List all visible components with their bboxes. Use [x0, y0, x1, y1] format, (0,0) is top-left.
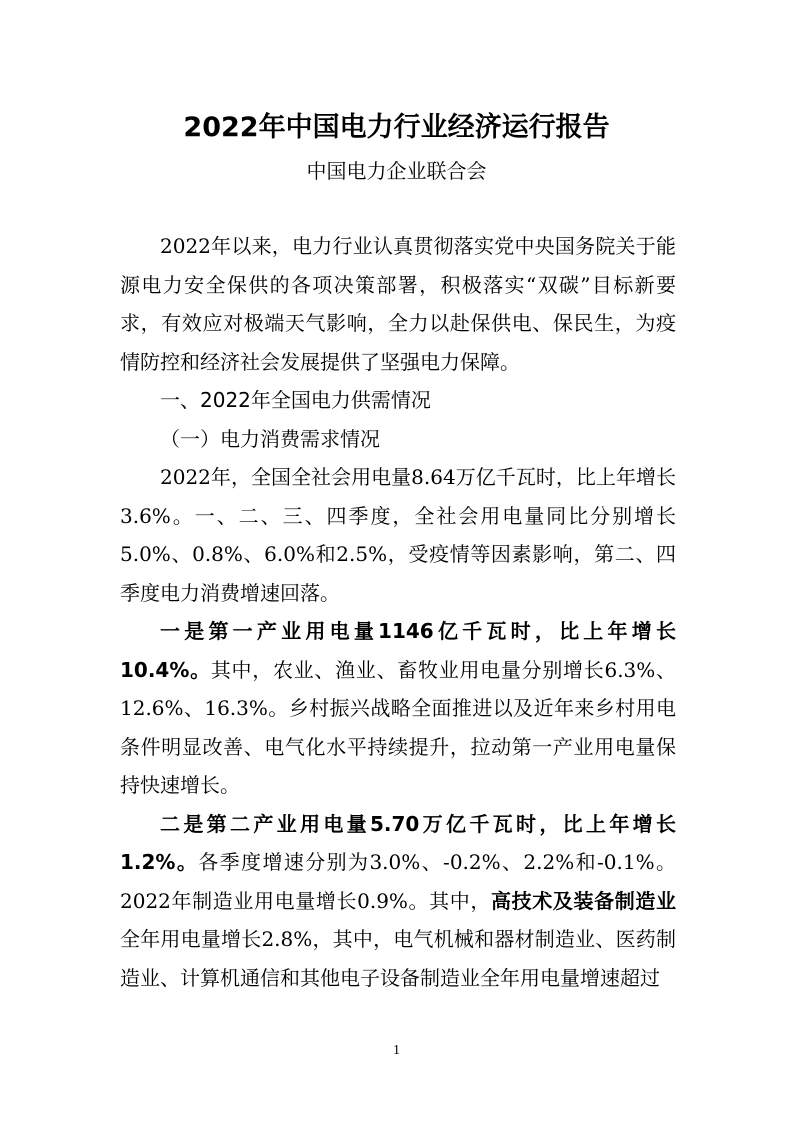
document-title: 2022年中国电力行业经济运行报告	[183, 112, 610, 143]
primary-industry-text: 其中，农业、渔业、畜牧业用电量分别增长6.3%、12.6%、16.3%。乡村振兴战略全面推进以及近年来乡村用电条件明显改善、电气化水平持续提升，拉动第一产业用电量保持快速增长。	[120, 657, 676, 797]
intro-paragraph: 2022年以来，电力行业认真贯彻落实党中央国务院关于能源电力安全保供的各项决策部署，积极落实“双碳”目标新要求，有效应对极端天气影响，全力以赴保供电、保民生，为疫情防控和经济社会发展提供了坚强电力保障。	[120, 234, 676, 374]
page-number: 1	[393, 1043, 400, 1058]
secondary-industry-text: 各季度增速分别为3.0%、-0.2%、2.2%和-0.1%。2022年制造业用电量增长0.9%。其中，	[120, 850, 676, 913]
consumption-paragraph: 2022年，全国全社会用电量8.64万亿千瓦时，比上年增长3.6%。一、二、三、四季度，全社会用电量同比分别增长5.0%、0.8%、6.0%和2.5%，受疫情等因素影响，第二、四季度电力消费增速回落。	[120, 465, 676, 605]
document-body	[120, 227, 676, 997]
subsection-heading: （一）电力消费需求情况	[160, 426, 380, 451]
document-author: 中国电力企业联合会	[306, 159, 487, 183]
secondary-industry-lead: 二是第二产业用电量5.70万亿千瓦时，比上年增长1.2%。	[120, 811, 676, 874]
section-heading: 一、2022年全国电力供需情况	[160, 388, 431, 412]
secondary-industry-text-continued: 全年用电量增长2.8%，其中，电气机械和器材制造业、医药制造业、计算机通信和其他电子设备制造业全年用电量增速超过	[120, 927, 676, 990]
secondary-industry-paragraph	[120, 805, 676, 998]
secondary-industry-highlight: 高技术及装备制造业	[491, 888, 676, 913]
primary-industry-paragraph	[120, 612, 676, 805]
primary-industry-lead: 一是第一产业用电量1146亿千瓦时，比上年增长10.4%。	[120, 619, 676, 682]
